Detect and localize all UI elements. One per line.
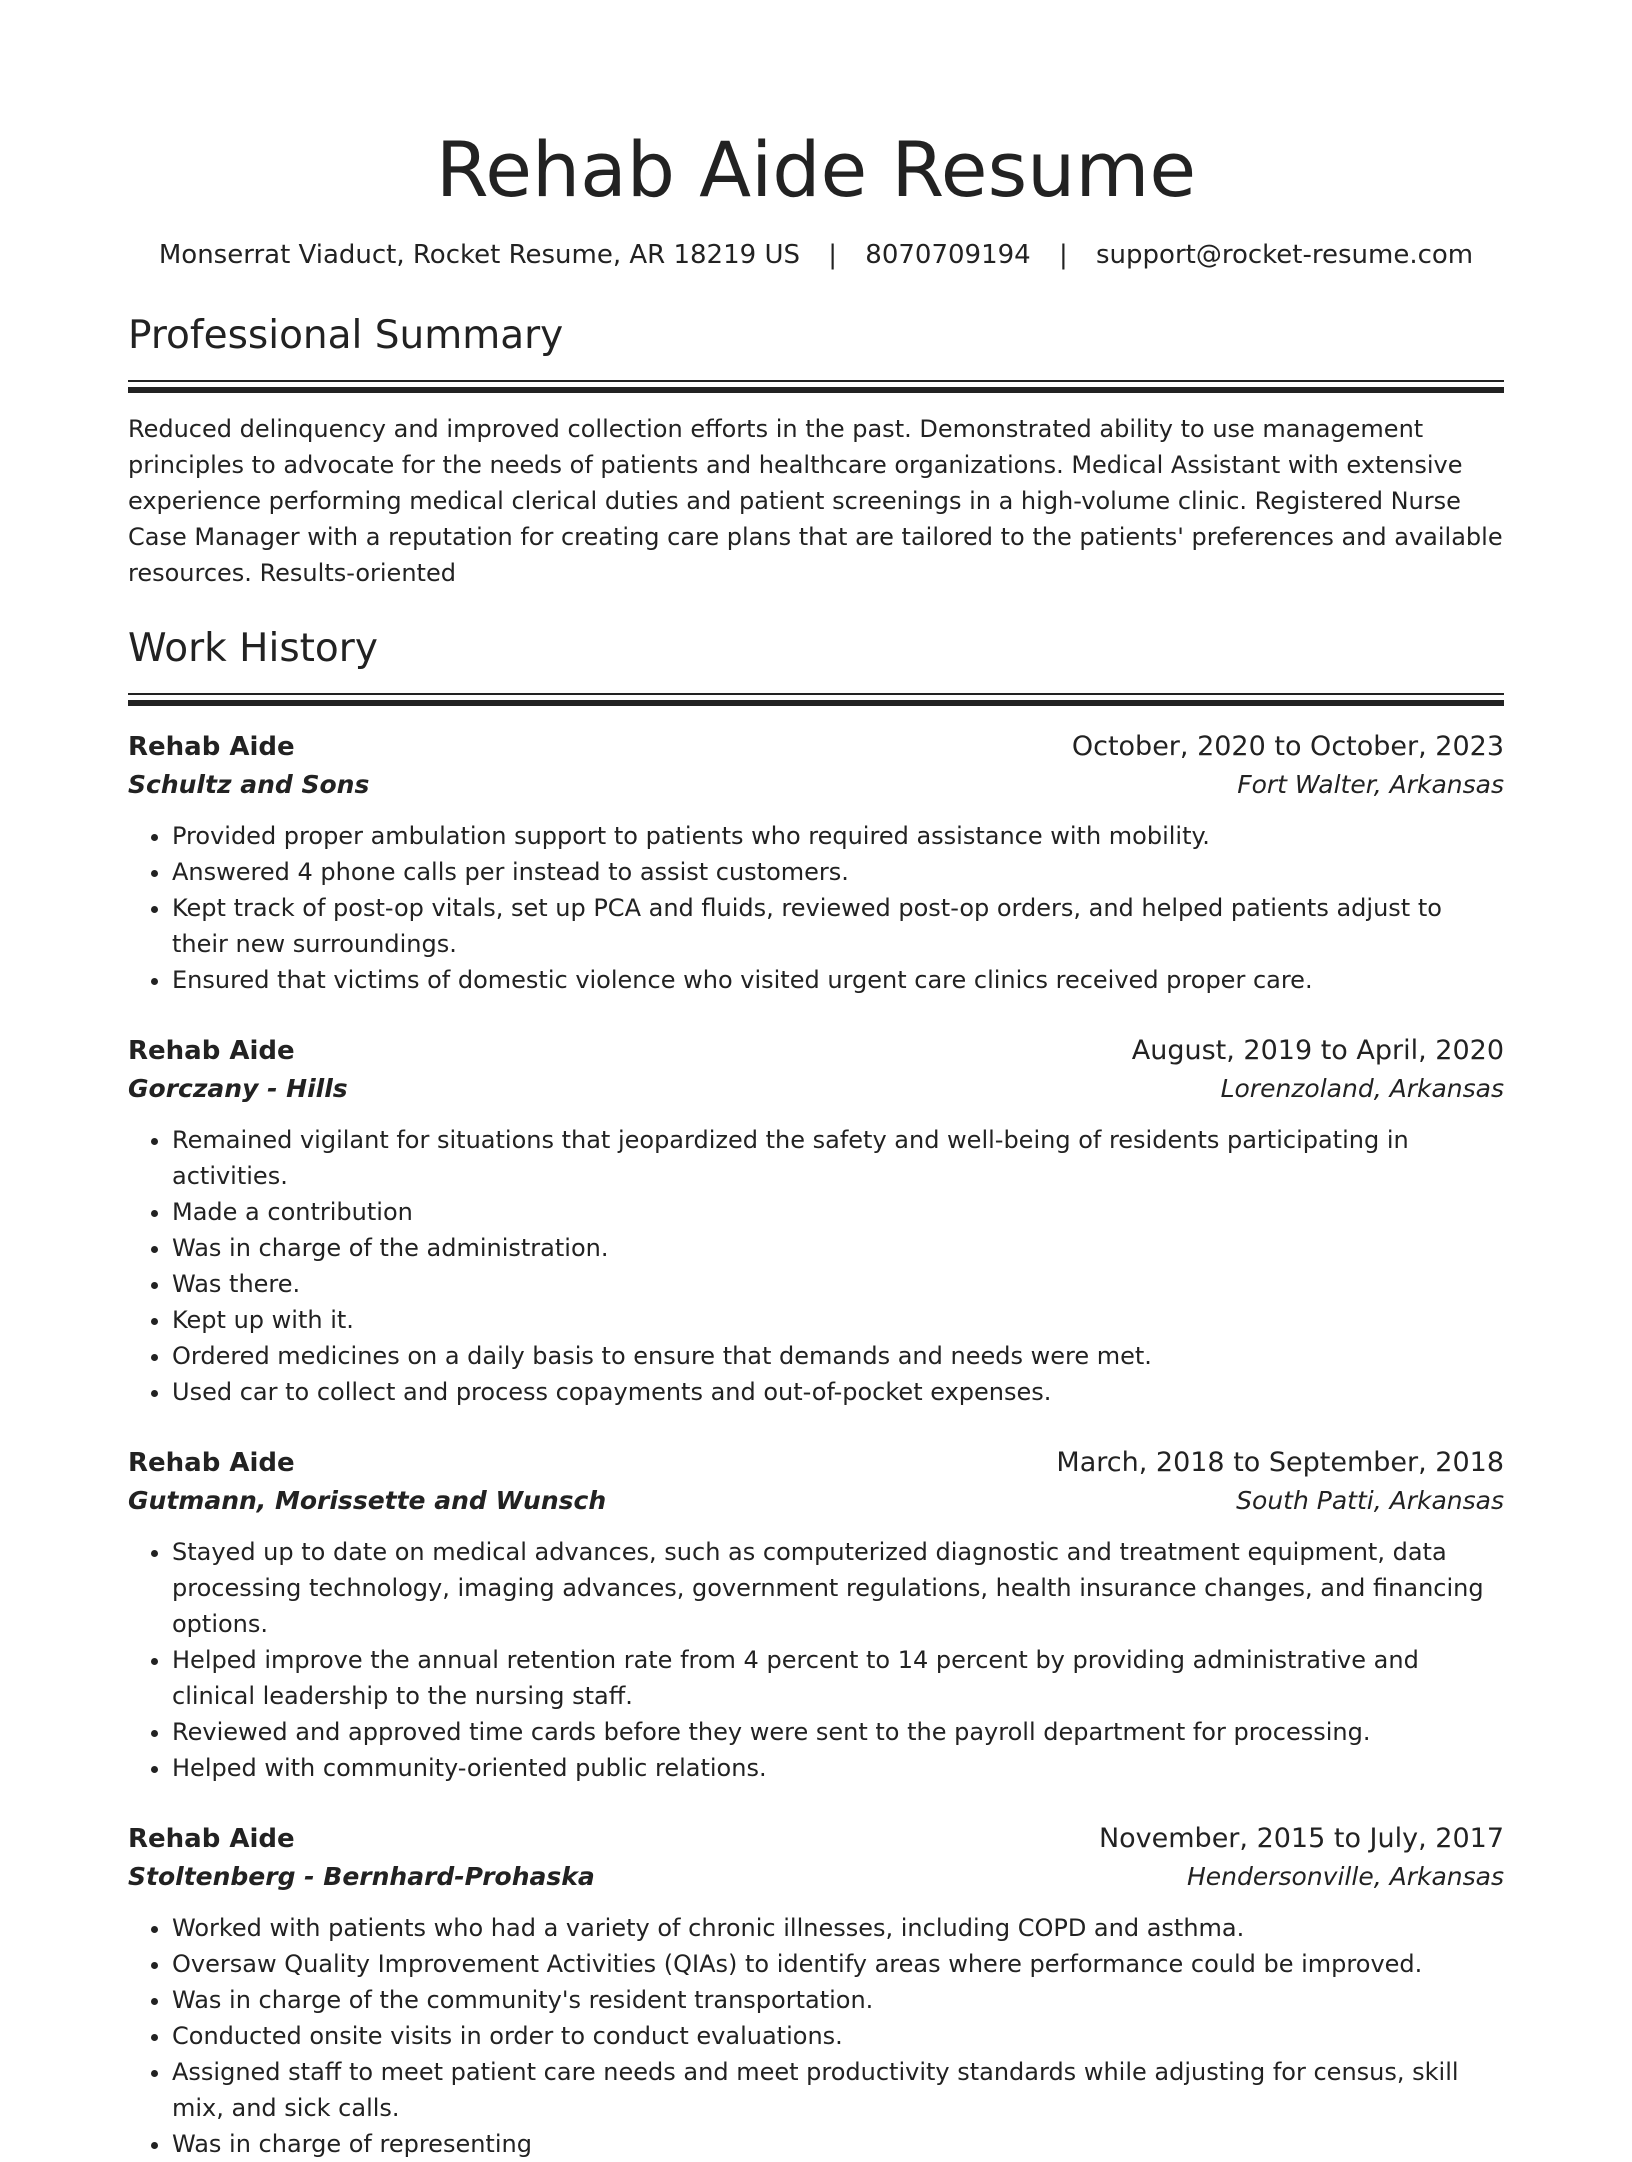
list-item: • Provided proper ambulation support to patients who required assistance with mobility. xyxy=(172,818,1504,854)
contact-separator: | xyxy=(828,240,838,270)
job-title: Rehab Aide xyxy=(128,1448,295,1478)
job-dates: March, 2018 to September, 2018 xyxy=(1056,1447,1504,1478)
job-location: Fort Walter, Arkansas xyxy=(1237,770,1504,799)
list-item: • Kept track of post-op vitals, set up PCA and fluids, reviewed post-op orders, and helped patients adjust to their new surroundings. xyxy=(172,890,1504,962)
job-title: Rehab Aide xyxy=(128,1036,295,1066)
list-item: • Made a contribution xyxy=(172,1194,1504,1230)
section-divider-thick xyxy=(128,700,1504,706)
list-item: • Remained vigilant for situations that jeopardized the safety and well-being of residents participating in activities. xyxy=(172,1122,1504,1194)
list-item: • Worked with patients who had a variety of chronic illnesses, including COPD and asthma. xyxy=(172,1910,1504,1946)
job-dates: November, 2015 to July, 2017 xyxy=(1098,1823,1504,1854)
section-heading-work-history: Work History xyxy=(128,626,378,671)
list-item: • Conducted onsite visits in order to conduct evaluations. xyxy=(172,2018,1504,2054)
list-item: • Used car to collect and process copayments and out-of-pocket expenses. xyxy=(172,1374,1504,1410)
job-header-row xyxy=(128,728,1504,766)
contact-separator: | xyxy=(1058,240,1068,270)
section-divider-thin xyxy=(128,693,1504,695)
job-bullets xyxy=(128,1122,1504,1410)
resume-page xyxy=(128,0,1504,2162)
list-item: • Helped improve the annual retention rate from 4 percent to 14 percent by providing administrative and clinical leadership to the nursing staff. xyxy=(172,1642,1504,1714)
job-title: Rehab Aide xyxy=(128,732,295,762)
section-divider-thick xyxy=(128,387,1504,393)
job-company-row xyxy=(128,1858,1504,1896)
list-item: • Ensured that victims of domestic violence who visited urgent care clinics received proper care. xyxy=(172,962,1504,998)
job-bullets xyxy=(128,1910,1504,2162)
job-header-row xyxy=(128,1032,1504,1070)
job-title: Rehab Aide xyxy=(128,1824,295,1854)
job-company-row xyxy=(128,1070,1504,1108)
job-location: Lorenzoland, Arkansas xyxy=(1220,1074,1504,1103)
job-entry xyxy=(128,1032,1504,1410)
section-divider-thin xyxy=(128,380,1504,382)
job-header-row xyxy=(128,1820,1504,1858)
list-item: • Reviewed and approved time cards before they were sent to the payroll department for processing. xyxy=(172,1714,1504,1750)
job-entry xyxy=(128,728,1504,998)
list-item: • Kept up with it. xyxy=(172,1302,1504,1338)
list-item: • Assigned staff to meet patient care needs and meet productivity standards while adjusting for census, skill mix, and sick calls. xyxy=(172,2054,1504,2126)
list-item: • Was in charge of the administration. xyxy=(172,1230,1504,1266)
section-heading-summary: Professional Summary xyxy=(128,313,564,358)
job-company: Gorczany - Hills xyxy=(128,1074,348,1103)
summary-text: Reduced delinquency and improved collection efforts in the past. Demonstrated ability to use management principles to advocate for the needs of patients and healthcare organizations. Medical Assistant with extensive experience performing medical clerical duties and patient screenings in a high-volume clinic. Registered Nurse Case Manager with a reputation for creating care plans that are tailored to the patients' preferences and available resources. Results-oriented xyxy=(128,415,1503,587)
list-item: • Was there. xyxy=(172,1266,1504,1302)
list-item: • Was in charge of the community's resident transportation. xyxy=(172,1982,1504,2018)
job-location: South Patti, Arkansas xyxy=(1236,1486,1504,1515)
job-bullets xyxy=(128,818,1504,998)
job-company-row xyxy=(128,766,1504,804)
contact-email: support@rocket-resume.com xyxy=(1096,240,1474,270)
job-entry xyxy=(128,1820,1504,2162)
contact-address: Monserrat Viaduct, Rocket Resume, AR 18219 US xyxy=(158,240,800,270)
job-company: Gutmann, Morissette and Wunsch xyxy=(128,1486,607,1515)
job-entry xyxy=(128,1444,1504,1786)
job-dates: October, 2020 to October, 2023 xyxy=(1071,731,1504,762)
list-item: • Helped with community-oriented public relations. xyxy=(172,1750,1504,1786)
job-dates: August, 2019 to April, 2020 xyxy=(1131,1035,1504,1066)
professional-summary-section xyxy=(128,312,1504,591)
job-company-row xyxy=(128,1482,1504,1520)
list-item: • Answered 4 phone calls per instead to assist customers. xyxy=(172,854,1504,890)
contact-phone: 8070709194 xyxy=(865,240,1031,270)
job-location: Hendersonville, Arkansas xyxy=(1186,1862,1504,1891)
contact-line xyxy=(128,238,1504,272)
job-bullets xyxy=(128,1534,1504,1786)
list-item: • Oversaw Quality Improvement Activities (QIAs) to identify areas where performance could be improved. xyxy=(172,1946,1504,1982)
job-header-row xyxy=(128,1444,1504,1482)
job-company: Stoltenberg - Bernhard-Prohaska xyxy=(128,1862,595,1891)
work-history-section xyxy=(128,625,1504,2162)
list-item: • Stayed up to date on medical advances, such as computerized diagnostic and treatment equipment, data processing technology, imaging advances, government regulations, health insurance changes, and financing options. xyxy=(172,1534,1504,1642)
job-company: Schultz and Sons xyxy=(128,770,370,799)
page-title: Rehab Aide Resume xyxy=(435,125,1197,214)
list-item: • Ordered medicines on a daily basis to ensure that demands and needs were met. xyxy=(172,1338,1504,1374)
list-item: • Was in charge of representing xyxy=(172,2126,1504,2162)
